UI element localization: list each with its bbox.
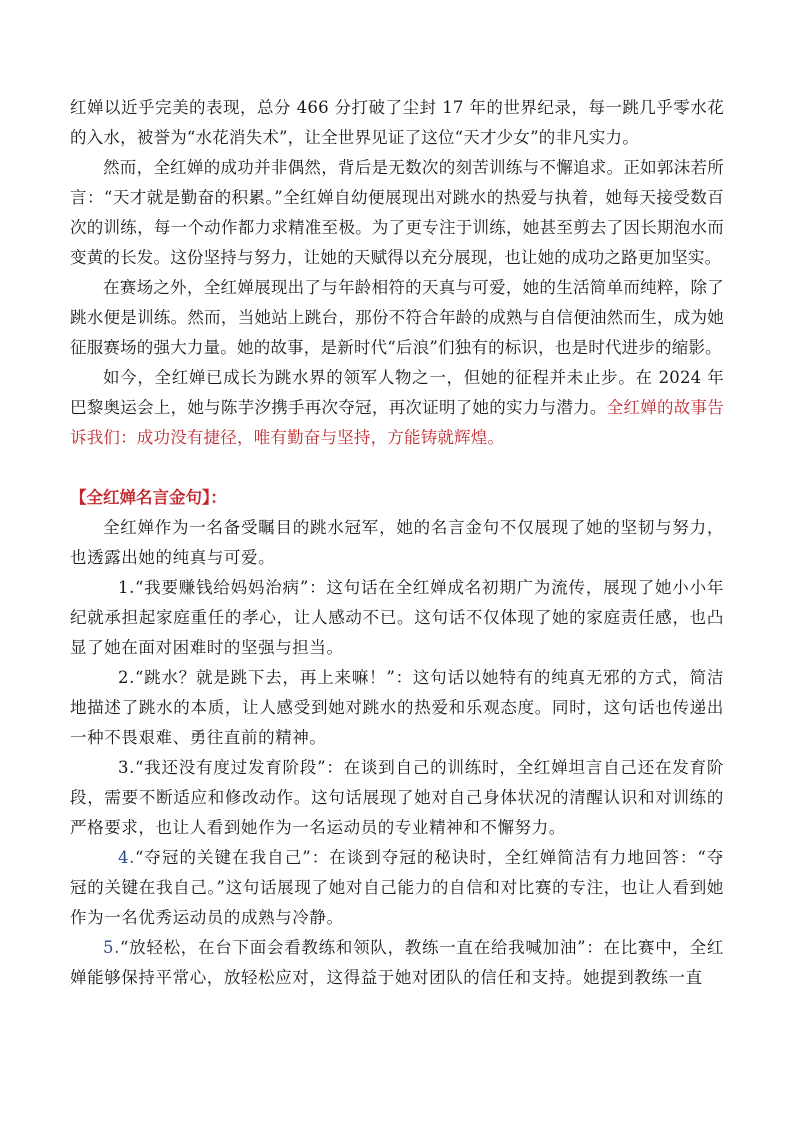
paragraph-record: 红婵以近乎完美的表现，总分 466 分打破了尘封 17 年的世界纪录，每一跳几乎零水花的入水，被誉为“水花消失术”，让全世界见证了这位“天才少女”的非凡实力。: [70, 98, 724, 147]
paragraph-innocence: 在赛场之外，全红婵展现出了与年龄相符的天真与可爱，她的生活简单而纯粹，除了跳水便是训练。然而，当她站上跳台，那份不符合年龄的成熟与自信便油然而生，成为她征服赛场的强大力量。她的故事，是新时代“后浪”们独有的标识，也是时代进步的缩影。: [70, 278, 724, 357]
quote-text: “我还没有度过发育阶段”：在谈到自己的训练时，全红婵坦言自己还在发育阶段，需要不断适应和修改动作。这句话展现了她对自己身体状况的清醒认识和对训练的严格要求，也让人看到她作为一名运动员的专业精神和不懈努力。: [70, 758, 724, 837]
paragraph-paris-text: 如今，全红婵已成长为跳水界的领军人物之一，但她的征程并未止步。在 2024 年巴黎奥运会上，她与陈芋汐携手再次夺冠，再次证明了她的实力与潜力。: [70, 368, 724, 417]
paragraph-hard-work: 然而，全红婵的成功并非偶然，背后是无数次的刻苦训练与不懈追求。正如郭沫若所言：“天才就是勤奋的积累。”全红婵自幼便展现出对跳水的热爱与执着，她每天接受数百次的训练，每一个动作都力求精准至极。为了更专注于训练，她甚至剪去了因长期泡水而变黄的长发。这份坚持与努力，让她的天赋得以充分展现，也让她的成功之路更加坚实。: [70, 158, 724, 267]
quote-text: “我要赚钱给妈妈治病”：这句话在全红婵成名初期广为流传，展现了她小小年纪就承担起家庭重任的孝心，让人感动不已。这句话不仅体现了她的家庭责任感，也凸显了她在面对困难时的坚强与担当。: [70, 578, 724, 657]
quote-text: “夺冠的关键在我自己”：在谈到夺冠的秘诀时，全红婵简洁有力地回答：“夺冠的关键在我自己。”这句话展现了她对自己能力的自信和对比赛的专注，也让人看到她作为一名优秀运动员的成熟与冷静。: [70, 848, 724, 927]
highlight-conclusion: 全红婵的故事告诉我们：成功没有捷径，唯有勤奋与坚持，方能铸就辉煌。: [70, 398, 724, 447]
quote-text: “跳水？就是跳下去，再上来嘛！”：这句话以她特有的纯真无邪的方式，简洁地描述了跳水的本质，让人感受到她对跳水的热爱和乐观态度。同时，这句话也传递出一种不畏艰难、勇往直前的精神。: [70, 668, 724, 747]
quotes-heading: 【全红婵名言金句】：: [70, 488, 227, 507]
quote-number: 5.: [103, 938, 120, 957]
quote-number: 4.: [118, 848, 135, 867]
document-page: [70, 93, 724, 993]
quote-item: [70, 753, 724, 843]
section-spacer: [70, 453, 724, 483]
quotes-intro: 全红婵作为一名备受瞩目的跳水冠军，她的名言金句不仅展现了她的坚韧与努力，也透露出她的纯真与可爱。: [70, 518, 724, 567]
paragraph-paris: [70, 363, 724, 453]
quote-item: [70, 843, 724, 933]
quote-number: 3.: [118, 758, 135, 777]
quote-number: 1.: [118, 578, 135, 597]
quote-number: 2.: [118, 668, 135, 687]
quote-item: [70, 573, 724, 663]
quote-item: [70, 933, 724, 993]
quote-item: [70, 663, 724, 753]
quote-text: “放轻松，在台下面会看教练和领队，教练一直在给我喊加油”：在比赛中，全红婵能够保持平常心，放轻松应对，这得益于她对团队的信任和支持。她提到教练一直: [70, 938, 724, 987]
